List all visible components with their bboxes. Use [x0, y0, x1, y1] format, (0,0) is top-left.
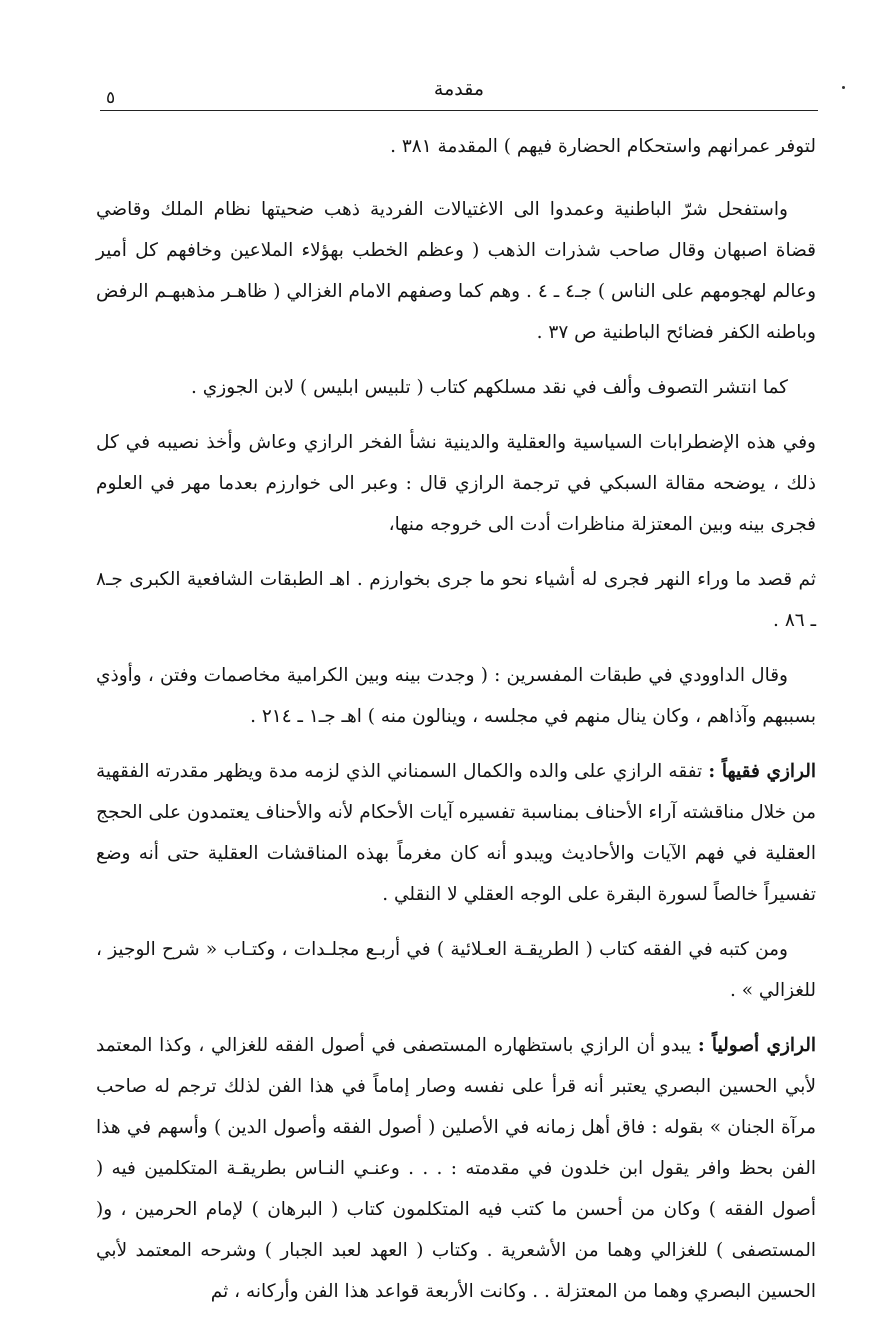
paragraph-batiniyya — [96, 189, 816, 353]
section-lead: الرازي فقيهاً : — [708, 761, 816, 782]
paragraph-text: ومن كتبه في الفقه كتاب ( الطريقـة العـلائية ) في أربـع مجلـدات ، وكتـاب « شرح الوجيز ، للغزالي » . — [96, 939, 816, 1001]
section-lead: الرازي أصولياً : — [697, 1035, 816, 1056]
paragraph-text: تفقه الرازي على والده والكمال السمناني الذي لزمه مدة ويظهر مقدرته الفقهية من خلال مناقشته آراء الأحناف بمناسبة تفسيره آيات الأحكام لأنه والأحناف يعتمدون على الحجج العقلية في فهم الآيات والأحاديث ويبدو أنه كان مغرماً بهذه المناقشات العقلية حتى أنه وضع تفسيراً خالصاً لسورة البقرة على الوجه العقلي لا النقلي . — [96, 761, 816, 905]
paragraph-text: كما انتشر التصوف وألف في نقد مسلكهم كتاب ( تلبيس ابليس ) لابن الجوزي . — [191, 377, 788, 398]
paragraph-dawudi — [96, 655, 816, 737]
paragraph-text: لتوفر عمرانهم واستحكام الحضارة فيهم ) المقدمة ٣٨١ . — [390, 136, 816, 157]
margin-dot — [842, 86, 845, 89]
running-title: مقدمة — [433, 78, 485, 100]
paragraph-text: ثم قصد ما وراء النهر فجرى له أشياء نحو ما جرى بخوارزم . اهـ الطبقات الشافعية الكبرى جـ٨ ـ ٨٦ . — [96, 569, 816, 631]
paragraph-sufism — [96, 367, 816, 408]
page-number: ٥ — [106, 88, 116, 108]
paragraph-razi-origin — [96, 422, 816, 545]
header-rule — [100, 110, 818, 111]
paragraph-continuation — [96, 126, 816, 167]
paragraph-text: واستفحل شرّ الباطنية وعمدوا الى الاغتيالات الفردية ذهب ضحيتها نظام الملك وقاضي قضاة اصبهان وقال صاحب شذرات الذهب ( وعظم الخطب بهؤلاء الملاعين وخافهم كل أمير وعالم لهجومهم على الناس ) جـ٤ ـ ٤ . وهم كما وصفهم الامام الغزالي ( ظاهـر مذهبهـم الرفض وباطنه الكفر فضائح الباطنية ص ٣٧ . — [96, 199, 817, 343]
paragraph-text: وقال الداوودي في طبقات المفسرين : ( وجدت بينه وبين الكرامية مخاصمات وفتن ، وأوذي بسببهم وآذاهم ، وكان ينال منهم في مجلسه ، وينالون منه ) اهـ جـ١ ـ ٢١٤ . — [96, 665, 816, 727]
paragraph-razi-usuli — [96, 1025, 816, 1312]
page-body — [96, 126, 816, 1326]
paragraph-text: يبدو أن الرازي باستظهاره المستصفى في أصول الفقه للغزالي ، وكذا المعتمد لأبي الحسين البصري يعتبر أنه قرأ على نفسه وصار إماماً في هذا الفن لذلك ترجم له صاحب مرآة الجنان » بقوله : فاق أهل زمانه في الأصلين ( أصول الفقه وأصول الدين ) وأسهم في هذا الفن بحظ وافر يقول ابن خلدون في مقدمته : . . . وعنـي النـاس بطريقـة المتكلمين فيه ( أصول الفقه ) وكان من أحسن ما كتب فيه المتكلمون كتاب ( البرهان ) لإمام الحرمين ، و( المستصفى ) للغزالي وهما من الأشعرية . وكتاب ( العهد لعبد الجبار ) وشرحه المعتمد لأبي الحسين البصري وهما من المعتزلة . . وكانت الأربعة قواعد هذا الفن وأركانه ، ثم — [96, 1035, 816, 1302]
paragraph-razi-faqih — [96, 751, 816, 915]
paragraph-text: وفي هذه الإضطرابات السياسية والعقلية والدينية نشأ الفخر الرازي وعاش وأخذ نصيبه في كل ذلك ، يوضحه مقالة السبكي في ترجمة الرازي قال : وعبر الى خوارزم بعدما مهر في العلوم فجرى بينه وبين المعتزلة مناظرات أدت الى خروجه منها، — [96, 432, 816, 535]
page-header — [100, 72, 818, 112]
paragraph-fiqh-books — [96, 929, 816, 1011]
paragraph-transoxiana — [96, 559, 816, 641]
